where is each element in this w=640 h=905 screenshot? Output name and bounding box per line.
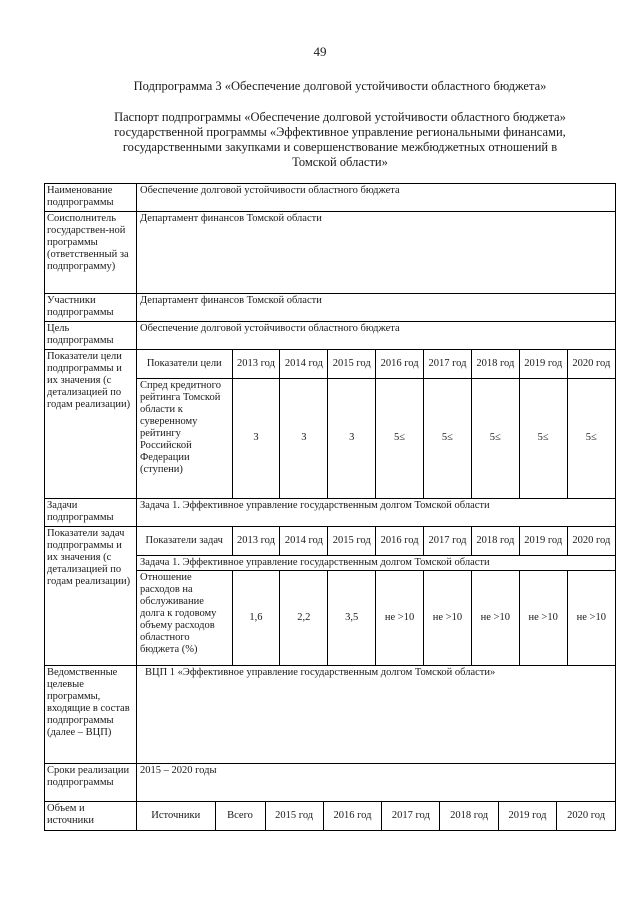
- indicator-value: не >10: [567, 570, 615, 665]
- table-row: [45, 666, 616, 764]
- indicator-name: Отношение расходов на обслуживание долга к годовому объему расходов областного бюджета (%): [137, 570, 232, 665]
- subprogram-title: Подпрограмма 3 «Обеспечение долговой устойчивости областного бюджета»: [133, 79, 547, 93]
- indicator-header: Показатели цели: [137, 350, 232, 378]
- row-label: Участники подпрограммы: [45, 294, 137, 322]
- indicator-value: не >10: [424, 570, 472, 665]
- table-row: [45, 184, 616, 212]
- passport-title-line: государственными закупками и совершенствование межбюджетных отношений в: [122, 140, 558, 154]
- table-row: [45, 527, 616, 666]
- row-label: Соисполнитель государствен-ной программы (ответственный за подпрограмму): [45, 212, 137, 294]
- year-header: 2017 год: [424, 350, 472, 378]
- indicator-header: Показатели задач: [137, 527, 232, 555]
- table-row: [137, 350, 615, 378]
- table-row: [137, 802, 615, 830]
- indicator-name: Спред кредитного рейтинга Томской области к суверенному рейтингу Российской Федерации (ступени): [137, 378, 232, 498]
- task-indicators-cell: [137, 527, 616, 666]
- year-header: 2019 год: [519, 350, 567, 378]
- row-value: Обеспечение долговой устойчивости областного бюджета: [137, 322, 616, 350]
- passport-title-line: государственной программы «Эффективное управление региональными финансами,: [114, 125, 566, 139]
- year-header: 2013 год: [232, 527, 280, 555]
- indicator-value: 3,5: [328, 570, 376, 665]
- indicator-value: 5≤: [567, 378, 615, 498]
- year-header: 2013 год: [232, 350, 280, 378]
- table-row: [45, 350, 616, 499]
- year-header: 2018 год: [471, 350, 519, 378]
- year-header: 2014 год: [280, 350, 328, 378]
- passport-title: [60, 110, 620, 170]
- indicator-value: 5≤: [471, 378, 519, 498]
- table-row: [45, 212, 616, 294]
- row-value: ВЦП 1 «Эффективное управление государственным долгом Томской области»: [137, 666, 616, 764]
- indicator-value: не >10: [519, 570, 567, 665]
- row-label: Показатели задач подпрограммы и их значения (с детализацией по годам реализации): [45, 527, 137, 666]
- goal-indicators-cell: [137, 350, 616, 499]
- year-header: 2016 год: [323, 802, 381, 830]
- indicator-value: 1,6: [232, 570, 280, 665]
- row-value: Департамент финансов Томской области: [137, 294, 616, 322]
- year-header: 2016 год: [376, 350, 424, 378]
- year-header: 2016 год: [376, 527, 424, 555]
- funding-cell: [137, 802, 616, 831]
- goal-indicators-table: [137, 350, 615, 498]
- row-value: Задача 1. Эффективное управление государственным долгом Томской области: [137, 499, 616, 527]
- year-header: 2019 год: [519, 527, 567, 555]
- passport-title-line: Паспорт подпрограммы «Обеспечение долговой устойчивости областного бюджета»: [114, 110, 566, 124]
- row-label: Задачи подпрограммы: [45, 499, 137, 527]
- indicator-value: 3: [232, 378, 280, 498]
- indicator-value: 3: [328, 378, 376, 498]
- indicator-value: 2,2: [280, 570, 328, 665]
- row-label: Цель подпрограммы: [45, 322, 137, 350]
- indicator-value: 5≤: [424, 378, 472, 498]
- funding-total-header: Всего: [215, 802, 265, 830]
- passport-title-line: Томской области»: [292, 155, 388, 169]
- table-row: [137, 555, 615, 570]
- year-header: 2020 год: [567, 350, 615, 378]
- task-indicators-table: [137, 527, 615, 665]
- indicator-value: 3: [280, 378, 328, 498]
- row-value: Обеспечение долговой устойчивости областного бюджета: [137, 184, 616, 212]
- year-header: 2018 год: [440, 802, 498, 830]
- task-title: Задача 1. Эффективное управление государственным долгом Томской области: [137, 555, 615, 570]
- indicator-value: не >10: [471, 570, 519, 665]
- row-value: 2015 – 2020 годы: [137, 764, 616, 802]
- funding-sources-header: Источники: [137, 802, 215, 830]
- row-label: Объем и источники: [45, 802, 137, 831]
- year-header: 2017 год: [424, 527, 472, 555]
- year-header: 2019 год: [498, 802, 556, 830]
- table-row: [137, 527, 615, 555]
- table-row: [45, 294, 616, 322]
- funding-table: [137, 802, 615, 830]
- year-header: 2014 год: [280, 527, 328, 555]
- table-row: [45, 322, 616, 350]
- year-header: 2017 год: [382, 802, 440, 830]
- table-row: [45, 499, 616, 527]
- year-header: 2015 год: [265, 802, 323, 830]
- row-label: Сроки реализации подпрограммы: [45, 764, 137, 802]
- table-row: [45, 764, 616, 802]
- table-row: [137, 570, 615, 665]
- table-row: [137, 378, 615, 498]
- indicator-value: 5≤: [376, 378, 424, 498]
- indicator-value: 5≤: [519, 378, 567, 498]
- row-label: Наименование подпрограммы: [45, 184, 137, 212]
- passport-table: [44, 183, 616, 831]
- year-header: 2020 год: [557, 802, 615, 830]
- indicator-value: не >10: [376, 570, 424, 665]
- page-number: 49: [313, 44, 327, 59]
- year-header: 2015 год: [328, 527, 376, 555]
- year-header: 2020 год: [567, 527, 615, 555]
- year-header: 2018 год: [471, 527, 519, 555]
- row-label: Показатели цели подпрограммы и их значения (с детализацией по годам реализации): [45, 350, 137, 499]
- year-header: 2015 год: [328, 350, 376, 378]
- row-label: Ведомственные целевые программы, входящие в состав подпрограммы (далее – ВЦП): [45, 666, 137, 764]
- row-value: Департамент финансов Томской области: [137, 212, 616, 294]
- table-row: [45, 802, 616, 831]
